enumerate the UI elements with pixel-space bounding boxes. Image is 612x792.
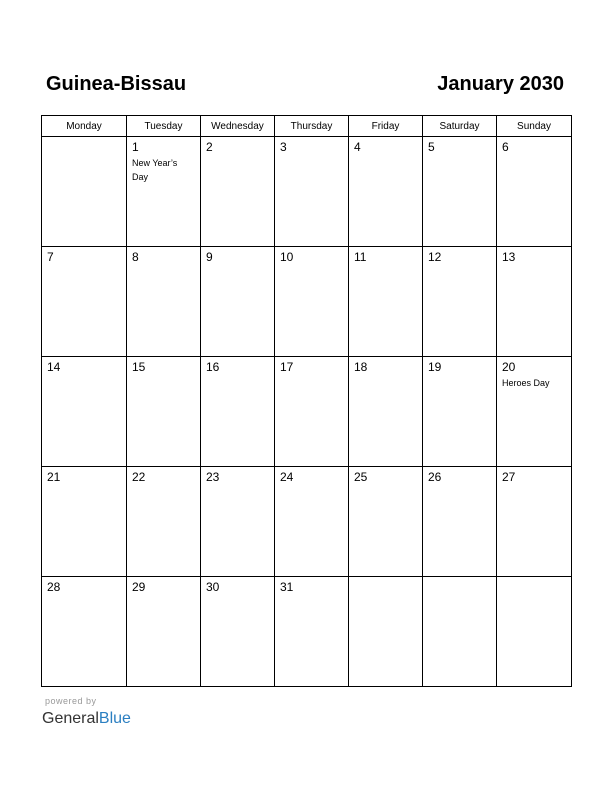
weekday-header-row xyxy=(42,116,572,137)
day-number: 5 xyxy=(428,140,435,154)
week-row xyxy=(42,137,572,247)
day-number: 10 xyxy=(280,250,294,264)
day-cell xyxy=(201,467,275,577)
calendar-grid xyxy=(41,115,571,689)
day-number: 9 xyxy=(206,250,213,264)
holiday-label: Heroes Day xyxy=(502,378,550,388)
day-cell xyxy=(275,357,349,467)
day-cell xyxy=(423,467,497,577)
week-row xyxy=(42,357,572,467)
day-cell xyxy=(497,137,572,247)
weekday-header: Thursday xyxy=(275,116,349,137)
day-number: 17 xyxy=(280,360,294,374)
day-cell xyxy=(349,577,423,687)
day-number: 26 xyxy=(428,470,442,484)
day-number: 27 xyxy=(502,470,516,484)
country-title: Guinea-Bissau xyxy=(46,73,187,95)
powered-by-text: powered by xyxy=(45,696,97,706)
day-cell xyxy=(127,467,201,577)
weekday-header: Tuesday xyxy=(127,116,201,137)
week-row xyxy=(42,467,572,577)
day-cell xyxy=(127,137,201,247)
day-cell xyxy=(423,577,497,687)
day-number: 13 xyxy=(502,250,516,264)
day-number: 18 xyxy=(354,360,368,374)
day-cell xyxy=(497,357,572,467)
day-number: 23 xyxy=(206,470,220,484)
month-year-title: January 2030 xyxy=(437,73,564,95)
day-number: 14 xyxy=(47,360,61,374)
day-number: 12 xyxy=(428,250,442,264)
day-number: 8 xyxy=(132,250,139,264)
week-row xyxy=(42,247,572,357)
day-number: 11 xyxy=(354,250,367,264)
day-cell xyxy=(349,467,423,577)
calendar-table xyxy=(41,115,572,687)
day-number: 22 xyxy=(132,470,146,484)
day-number: 19 xyxy=(428,360,442,374)
day-cell xyxy=(42,577,127,687)
day-cell xyxy=(497,467,572,577)
brand-general-text: General xyxy=(42,710,99,727)
day-cell xyxy=(497,577,572,687)
day-cell xyxy=(201,357,275,467)
day-cell xyxy=(349,357,423,467)
day-cell xyxy=(275,467,349,577)
weekday-header: Saturday xyxy=(423,116,497,137)
day-number: 25 xyxy=(354,470,368,484)
day-cell xyxy=(42,357,127,467)
day-cell xyxy=(201,137,275,247)
day-cell xyxy=(423,247,497,357)
day-cell xyxy=(349,137,423,247)
day-cell xyxy=(127,577,201,687)
weekday-header: Friday xyxy=(349,116,423,137)
day-number: 7 xyxy=(47,250,54,264)
day-cell xyxy=(201,247,275,357)
holiday-label: New Year’s Day xyxy=(132,158,178,182)
day-number: 4 xyxy=(354,140,361,154)
day-number: 31 xyxy=(280,580,294,594)
weekday-header: Sunday xyxy=(497,116,572,137)
day-cell xyxy=(275,137,349,247)
week-row xyxy=(42,577,572,687)
day-number: 21 xyxy=(47,470,61,484)
day-cell xyxy=(423,137,497,247)
day-number: 29 xyxy=(132,580,146,594)
day-number: 20 xyxy=(502,360,516,374)
day-cell xyxy=(201,577,275,687)
day-cell xyxy=(275,247,349,357)
day-number: 3 xyxy=(280,140,287,154)
day-cell xyxy=(497,247,572,357)
weekday-header: Monday xyxy=(42,116,127,137)
day-number: 15 xyxy=(132,360,146,374)
day-number: 16 xyxy=(206,360,220,374)
day-cell xyxy=(423,357,497,467)
day-cell xyxy=(42,247,127,357)
day-cell xyxy=(275,577,349,687)
day-number: 2 xyxy=(206,140,213,154)
day-number: 30 xyxy=(206,580,220,594)
day-cell xyxy=(42,467,127,577)
day-cell xyxy=(42,137,127,247)
day-number: 1 xyxy=(132,140,139,154)
day-number: 6 xyxy=(502,140,509,154)
footer-branding xyxy=(42,695,162,731)
day-number: 28 xyxy=(47,580,61,594)
weekday-header: Wednesday xyxy=(201,116,275,137)
day-number: 24 xyxy=(280,470,294,484)
brand-logo xyxy=(42,709,162,729)
day-cell xyxy=(127,357,201,467)
brand-blue-text: Blue xyxy=(98,710,131,727)
day-cell xyxy=(349,247,423,357)
day-cell xyxy=(127,247,201,357)
